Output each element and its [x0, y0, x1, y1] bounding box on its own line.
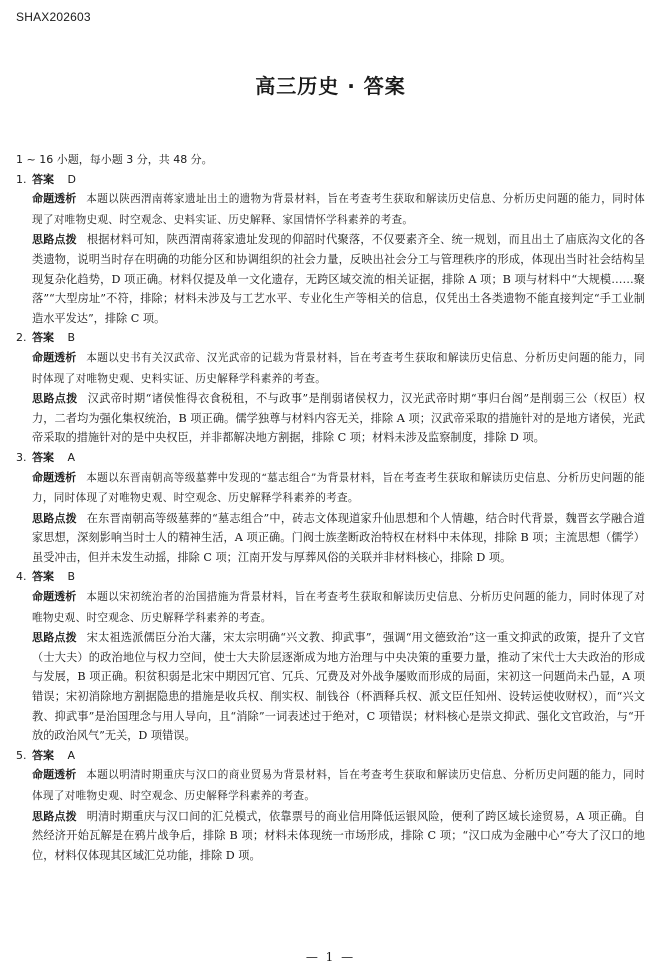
answer-label: 答案	[32, 450, 54, 464]
reasoning-text: 在东晋南朝高等级墓葬的“墓志组合”中，砖志文体现道家升仙思想和个人情趣，结合时代背景，魏晋玄学融合道家思想，深刻影响当时士人的精神生活，A 项正确。门阀士族垄断政治特权在材料中未体现，排除 B 项；主流思想（儒学）虽受冲击，但并未发生动摇，排除 C 项；江南开发与厚葬风俗的关联并非材料核心，排除 D 项。	[32, 511, 645, 564]
analysis-label: 命题透析	[32, 590, 77, 604]
question-number: 5.	[16, 748, 27, 762]
question-item	[16, 170, 645, 329]
answer-label: 答案	[32, 570, 54, 584]
reasoning-label: 思路点拨	[32, 511, 77, 525]
answer-value: B	[67, 570, 76, 584]
reasoning-paragraph	[16, 230, 645, 328]
answer-content	[16, 150, 645, 865]
reasoning-paragraph	[16, 807, 645, 866]
question-number: 4.	[16, 570, 27, 584]
reasoning-paragraph	[16, 389, 645, 448]
page-title: 高三历史 · 答案	[255, 74, 406, 98]
reasoning-text: 汉武帝时期“诸侯惟得衣食税租，不与政事”是削弱诸侯权力，汉光武帝时期“事归台阁”是削弱三公（权臣）权力，二者均为强化集权统治，B 项正确。儒学独尊与材料内容无关，排除 A 项；汉武帝采取的措施针对的是地方诸侯，光武帝采取的措施针对的是中央权臣，并非都解决地方割据，排除 C 项；材料未涉及监察制度，排除 D 项。	[32, 392, 645, 445]
question-header	[16, 746, 645, 766]
answer-label: 答案	[32, 748, 54, 762]
analysis-paragraph	[16, 587, 645, 628]
answer-value: A	[67, 748, 76, 762]
reasoning-paragraph	[16, 509, 645, 568]
question-number: 2.	[16, 331, 27, 345]
question-list	[16, 170, 645, 866]
analysis-paragraph	[16, 468, 645, 509]
reasoning-text: 根据材料可知，陕西渭南蒋家遗址发现的仰韶时代聚落，不仅要素齐全、统一规划，而且出土了庙底沟文化的各类遗物，说明当时存在明确的功能分区和协调组织的社会力量，反映出社会分工与管理秩序的形成，体现出当时社会结构呈现复杂化趋势，D 项正确。材料仅提及单一文化遗存，无跨区域交流的相关证据，排除 A 项；B 项与材料中“大规模……聚落”“大型房址”不符，排除；材料未涉及与工艺水平、专业化生产等相关的信息，仅凭出土各类遗物不能直接判定“手工业制造水平发达”，排除 C 项。	[32, 233, 646, 325]
answer-label: 答案	[32, 331, 54, 345]
scoring-instructions: 1 ~ 16 小题，每小题 3 分，共 48 分。	[16, 153, 213, 166]
analysis-text: 本题以陕西渭南蒋家遗址出土的遗物为背景材料，旨在考查考生获取和解读历史信息、分析历史问题的能力，同时体现了对唯物史观、时空观念、史料实证、历史解释、家国情怀学科素养的考查。	[32, 193, 646, 226]
question-item	[16, 448, 645, 568]
analysis-text: 本题以史书有关汉武帝、汉光武帝的记载为背景材料，旨在考查考生获取和解读历史信息、分析历史问题的能力，同时体现了对唯物史观、史料实证、历史解释学科素养的考查。	[32, 351, 646, 385]
analysis-label: 命题透析	[32, 470, 77, 484]
question-number: 1.	[16, 172, 27, 186]
question-item	[16, 746, 645, 866]
question-item	[16, 328, 645, 448]
question-header	[16, 328, 645, 348]
analysis-paragraph	[16, 765, 645, 806]
analysis-text: 本题以宋初统治者的治国措施为背景材料，旨在考查考生获取和解读历史信息、分析历史问题的能力，同时体现了对唯物史观、时空观念、历史解释学科素养的考查。	[32, 591, 646, 624]
reasoning-paragraph	[16, 628, 645, 746]
answer-value: D	[67, 172, 76, 186]
answer-value: A	[67, 450, 76, 464]
reasoning-text: 宋太祖选派儒臣分治大藩，宋太宗明确“兴文教、抑武事”，强调“用文德致治”这一重文抑武的政策，提升了文官（士大夫）的政治地位与权力空间，使士大夫阶层逐渐成为地方治理与中央决策的重要力量，推动了宋代士大夫政治的形成与发展，B 项正确。积贫积弱是北宋中期因冗官、冗兵、冗费及对外战争屡败而形成的局面，宋初这一问题尚未凸显，A 项错误；宋初消除地方割据隐患的措施是收兵权、削实权、制钱谷（杯酒释兵权、派文臣任知州、设转运使收财权），而“兴文教、抑武事”是治国理念与用人导向，且“消除”一词表述过于绝对，C 项错误；材料核心是崇文抑武、强化文官政治，与“开放的政治风气”无关，D 项错误。	[32, 631, 645, 743]
question-header	[16, 448, 645, 468]
question-header	[16, 170, 645, 190]
analysis-paragraph	[16, 348, 645, 389]
question-header	[16, 567, 645, 587]
analysis-paragraph	[16, 189, 645, 230]
reasoning-label: 思路点拨	[32, 392, 78, 406]
document-code: SHAX202603	[16, 10, 91, 24]
reasoning-label: 思路点拨	[32, 233, 77, 247]
question-number: 3.	[16, 450, 27, 464]
analysis-text: 本题以明清时期重庆与汉口的商业贸易为背景材料，旨在考查考生获取和解读历史信息、分析历史问题的能力，同时体现了对唯物史观、时空观念、历史解释学科素养的考查。	[32, 769, 646, 802]
reasoning-text: 明清时期重庆与汉口间的汇兑模式，依靠票号的商业信用降低运银风险，便利了跨区域长途贸易，A 项正确。自然经济开始瓦解是在鸦片战争后，排除 B 项；材料未体现统一市场形成，排除 C 项；“汉口成为金融中心”夸大了汉口的地位，材料仅体现其区域汇兑功能，排除 D 项。	[32, 809, 645, 862]
analysis-label: 命题透析	[32, 768, 77, 782]
analysis-label: 命题透析	[32, 350, 77, 364]
analysis-label: 命题透析	[32, 192, 77, 206]
analysis-text: 本题以东晋南朝高等级墓葬中发现的“墓志组合”为背景材料，旨在考查考生获取和解读历史信息、分析历史问题的能力，同时体现了对唯物史观、时空观念、历史解释学科素养的考查。	[32, 471, 645, 505]
reasoning-label: 思路点拨	[32, 809, 77, 823]
page-number: — 1 —	[305, 950, 356, 964]
answer-value: B	[67, 331, 76, 345]
answer-label: 答案	[32, 172, 54, 186]
reasoning-label: 思路点拨	[32, 631, 77, 645]
question-item	[16, 567, 645, 745]
